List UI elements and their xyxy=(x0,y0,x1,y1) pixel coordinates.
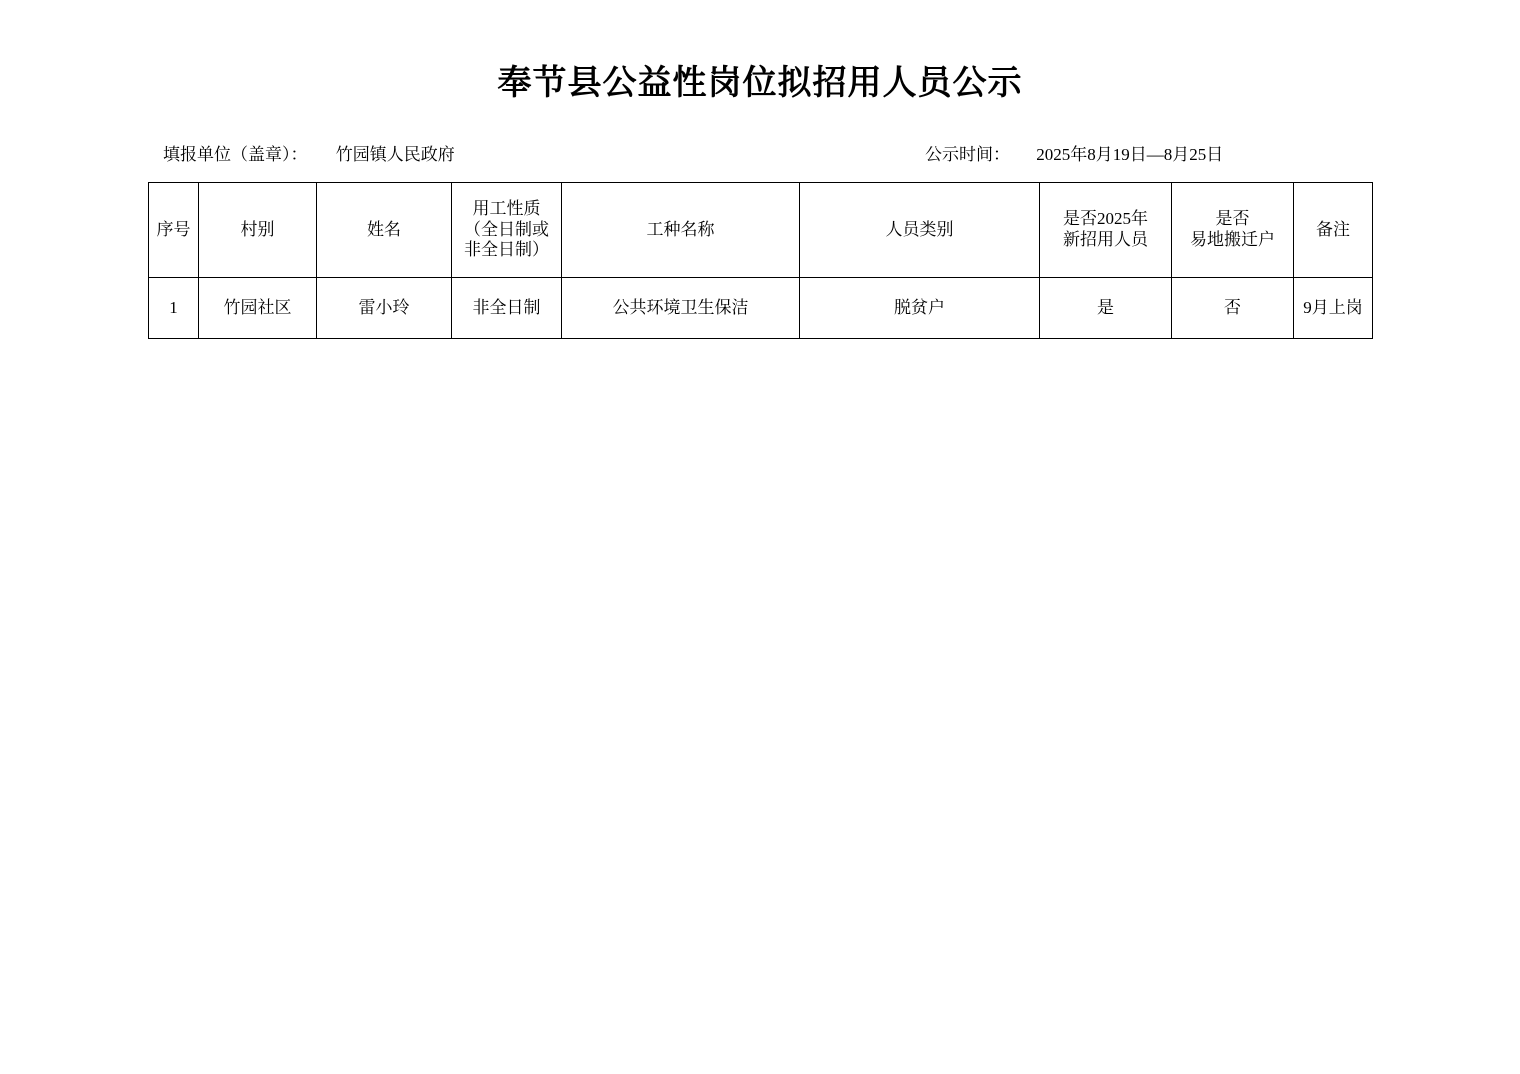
header-employment-nature-line2: （全日制或 xyxy=(464,219,549,239)
header-category: 人员类别 xyxy=(800,183,1040,278)
publicity-period xyxy=(925,140,1223,165)
header-employment-nature-line1: 用工性质 xyxy=(472,198,541,218)
cell-relocation: 否 xyxy=(1172,278,1294,339)
publicity-period-label: 公示时间： xyxy=(925,145,1010,164)
cell-village: 竹园社区 xyxy=(199,278,317,339)
reporting-unit-value: 竹园镇人民政府 xyxy=(335,145,455,164)
header-name: 姓名 xyxy=(317,183,452,278)
header-new-hire-line2: 新招用人员 xyxy=(1063,230,1148,249)
cell-employment-nature: 非全日制 xyxy=(452,278,562,339)
header-index: 序号 xyxy=(149,183,199,278)
cell-job: 公共环境卫生保洁 xyxy=(562,278,800,339)
publicity-period-value: 2025年8月19日—8月25日 xyxy=(1036,145,1224,164)
cell-remark: 9月上岗 xyxy=(1294,278,1373,339)
document-meta xyxy=(0,140,1520,170)
header-new-hire xyxy=(1040,183,1172,278)
header-job: 工种名称 xyxy=(562,183,800,278)
header-village: 村别 xyxy=(199,183,317,278)
header-new-hire-line1: 是否2025年 xyxy=(1063,209,1148,229)
header-relocation-line1: 是否 xyxy=(1215,209,1250,229)
header-employment-nature xyxy=(452,183,562,278)
header-remark: 备注 xyxy=(1294,183,1373,278)
header-relocation-line2: 易地搬迁户 xyxy=(1190,230,1275,249)
header-employment-nature-line3: 非全日制） xyxy=(464,240,549,260)
reporting-unit-label: 填报单位（盖章）： xyxy=(163,145,308,164)
page-title: 奉节县公益性岗位拟招用人员公示 xyxy=(497,64,1023,102)
table-header-row xyxy=(149,183,1373,278)
candidates-table xyxy=(148,182,1373,339)
reporting-unit xyxy=(163,140,455,165)
header-relocation xyxy=(1172,183,1294,278)
cell-index: 1 xyxy=(149,278,199,339)
cell-name: 雷小玲 xyxy=(317,278,452,339)
cell-category: 脱贫户 xyxy=(800,278,1040,339)
cell-new-hire: 是 xyxy=(1040,278,1172,339)
table-row xyxy=(149,278,1373,339)
